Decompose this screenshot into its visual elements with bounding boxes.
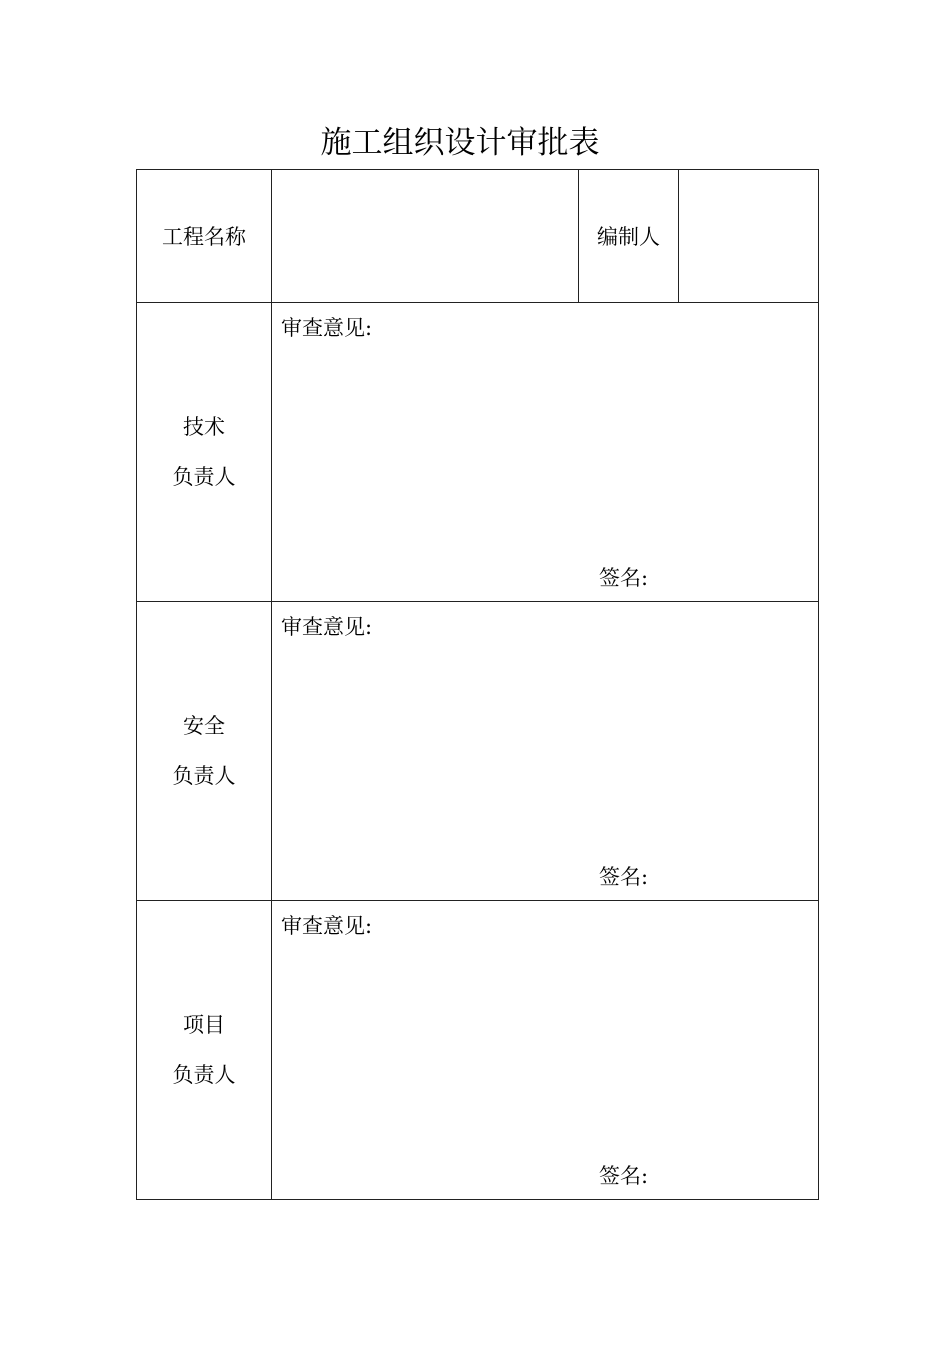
project-name-label: 工程名称 [162,225,246,249]
section-row-technical [137,303,819,602]
technical-lead-label-cell [137,303,272,602]
section-row-project [137,901,819,1200]
project-signature-label: 签名: [599,1164,649,1188]
technical-lead-label-line1: 技术 [183,415,225,439]
technical-lead-label-line2: 负责人 [172,465,236,489]
safety-signature-label: 签名: [599,865,649,889]
safety-lead-label-line2: 负责人 [172,764,236,788]
project-opinion-label: 审查意见: [281,914,373,938]
safety-opinion-label: 审查意见: [281,615,373,639]
project-lead-label-line1: 项目 [183,1013,225,1037]
project-name-label-cell [137,170,272,303]
section-row-safety [137,602,819,901]
author-label: 编制人 [597,225,660,249]
author-field[interactable] [679,170,819,303]
technical-opinion-label: 审查意见: [281,316,373,340]
author-label-cell [579,170,679,303]
technical-signature-label: 签名: [599,566,649,590]
project-name-field[interactable] [272,170,579,303]
project-lead-label-cell [137,901,272,1200]
safety-lead-label-line1: 安全 [183,714,225,738]
approval-form-table [136,169,819,1200]
header-row [137,170,819,303]
safety-opinion-field[interactable] [272,602,819,901]
project-opinion-field[interactable] [272,901,819,1200]
page-title: 施工组织设计审批表 [320,125,600,161]
project-lead-label-line2: 负责人 [172,1063,236,1087]
safety-lead-label-cell [137,602,272,901]
technical-opinion-field[interactable] [272,303,819,602]
